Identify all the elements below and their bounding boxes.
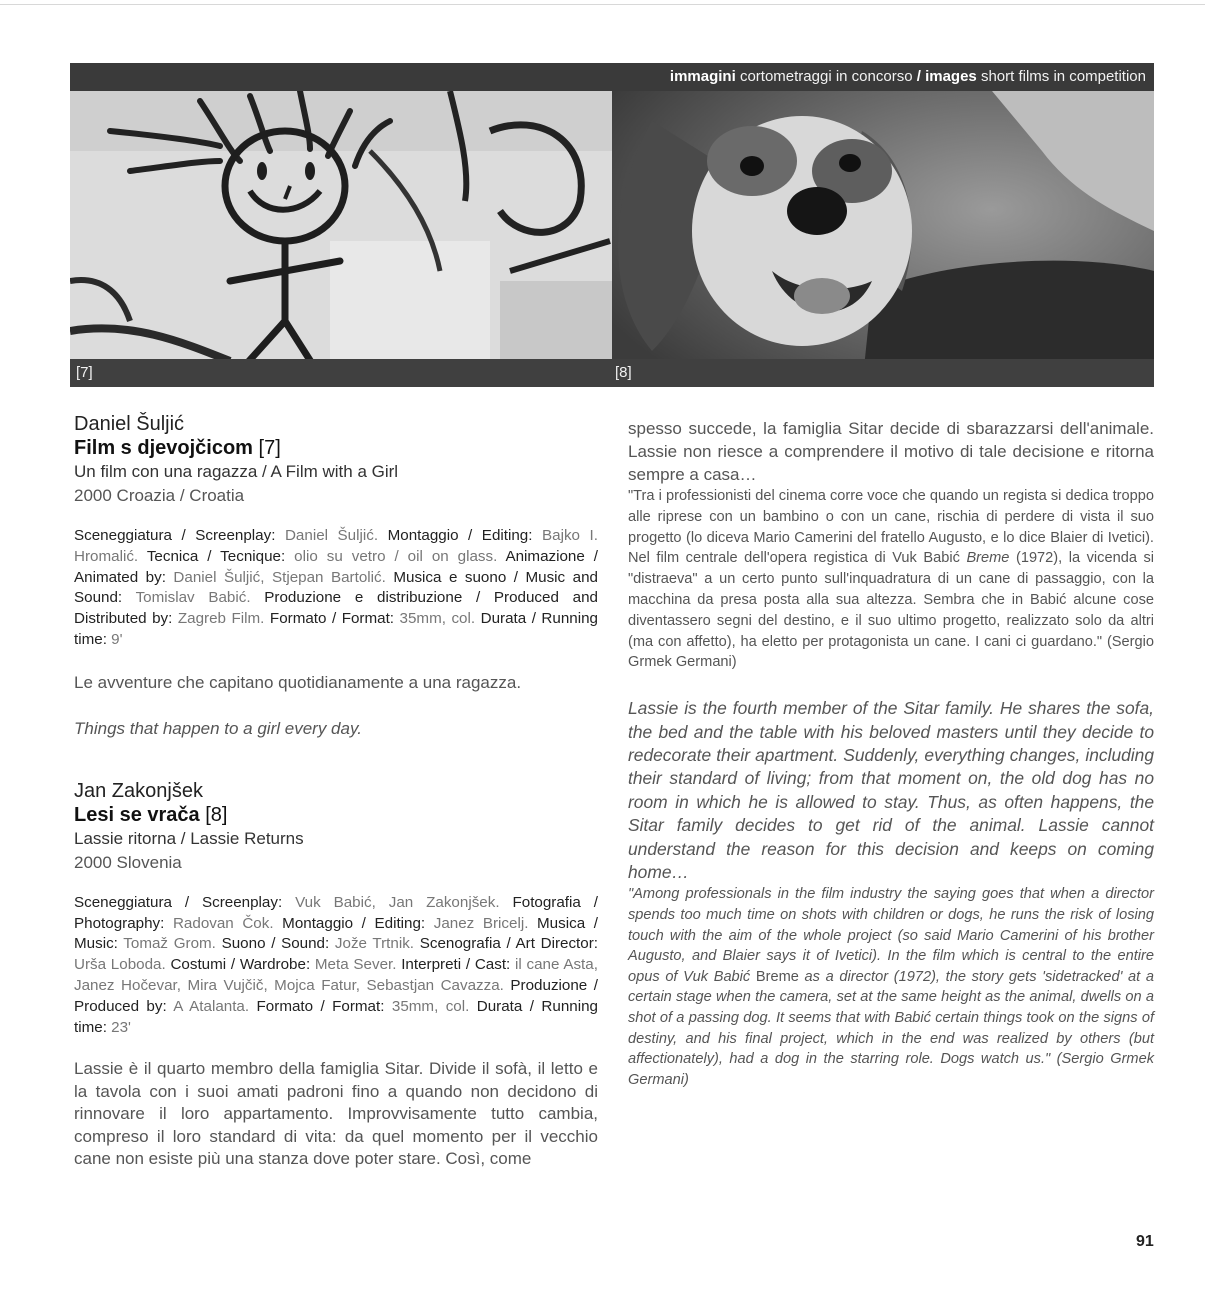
credit-label: Scenografia / Art Director: [419, 935, 598, 953]
banner-separator: / [916, 68, 921, 85]
banner-italian-bold: immagini [669, 68, 736, 85]
film1-director: Daniel Šuljić [74, 413, 185, 435]
film2-quote-italian [628, 486, 1154, 673]
credit-value: il cane Asta, Janez Hočevar, Mira Vujčič, Mojca Fatur, Sebastjan Cavazza. [74, 956, 598, 994]
credit-label: Musica / Music: [74, 914, 598, 953]
credit-value: 9' [111, 630, 123, 648]
quote-text: "Tra i professionisti del cinema corre voce che quando un regista si dedica troppo alle riprese con un bambino o con un cane, rischia di perdere di vista il suo progetto (lo diceva Mario Camerini del fratello Augusto, e lo dice Blaier di Ivetici). Nel film centrale dell'opera registica di Vuk Babić [628, 488, 1154, 567]
credit-label: Suono / Sound: [221, 935, 330, 953]
film-still-7 [70, 91, 612, 387]
film1-credits [74, 526, 598, 651]
film2-year-country: 2000 Slovenia [74, 852, 182, 872]
quote-text: (1972), la vicenda si "distraeva" a un certo punto sull'inquadratura di un cane di passaggio, con la macchina da presa posta alla sua altezza. Sembra che in Babić alcune cose diventassero segni del destino, e il suo ultimo progetto, realizzato solo da altri (ma con affetto), ha eletto per protagonista un cane. I cani ci guardano." (Sergio Grmek Germani) [628, 550, 1155, 671]
credit-label: Produzione e distribuzione / Produced and Distributed by: [74, 589, 598, 628]
credit-label: Produzione / Produced by: [74, 976, 598, 1015]
credit-value: 35mm, col. [391, 997, 470, 1015]
credit-value: Zagreb Film. [177, 610, 265, 628]
section-banner [70, 63, 1154, 91]
film1-year-country: 2000 Croazia / Croatia [74, 486, 245, 505]
film2-alt-title: Lassie ritorna / Lassie Returns [74, 828, 304, 848]
credit-value: olio su vetro / oil on glass. [294, 547, 498, 565]
credit-value: 35mm, col. [399, 610, 476, 628]
film1-synopsis-english: Things that happen to a girl every day. [74, 718, 362, 738]
credit-label: Montaggio / Editing: [282, 914, 426, 932]
credit-label: Formato / Format: [269, 610, 395, 628]
film2-director: Jan Zakonjšek [74, 779, 203, 802]
credit-value: Jože Trtnik. [334, 935, 415, 953]
film1-title-line [74, 436, 598, 460]
credit-label: Formato / Format: [256, 997, 385, 1015]
banner-english: short films in competition [980, 68, 1146, 85]
left-column [74, 412, 598, 1171]
credit-value: Vuk Babić, Jan Zakonjšek. [295, 893, 500, 911]
credit-value: Urša Loboda. [74, 956, 166, 974]
credit-value: Tomislav Babić. [135, 589, 251, 607]
page-top-rule [0, 4, 1205, 5]
credit-value: Bajko I. Hromalić. [74, 527, 598, 565]
credit-value: Meta Sever. [314, 956, 397, 974]
quote-text: "Among professionals in the film industry the saying goes that when a director spends too much time on shots with children or dogs, he runs the risk of losing touch with the aim of the whole project (so said Mario Camerini of his brother Augusto, and Blaier says it of Ivetici). In the film which is central to the entire opus of Vuk Babić [628, 886, 1154, 985]
film1-alt-title: Un film con una ragazza / A Film with a Girl [74, 462, 399, 481]
credit-value: Daniel Šuljić. [284, 527, 379, 544]
quote-text: as a director (1972), the story gets 'sidetracked' at a certain stage when the camera, set at the same height as the animal, dwells on a shot of a passing dog. It seems that with Babić certain things took on the signs of destiny, and his final project, which in the end was realized by others (but affectionately), had a dog in the starring role. Dogs watch us." (Sergio Grmek Germani) [628, 968, 1154, 1088]
film2-title: Lesi se vrača [74, 803, 200, 826]
banner-english-bold: images [925, 68, 977, 85]
credit-label: Musica e suono / Music and Sound: [74, 568, 598, 607]
film2-synopsis-italian-part2: spesso succede, la famiglia Sitar decide di sbarazzarsi dell'animale. Lassie non riesce a comprendere il motivo di tale decisione e ritorna sempre a casa… [628, 419, 1154, 484]
credit-value: Tomaž Grom. [123, 935, 216, 953]
credit-label: Interpreti / Cast: [401, 956, 511, 974]
banner-italian: cortometraggi in concorso [739, 68, 913, 85]
film1-title: Film s djevojčicom [74, 437, 253, 459]
credit-label: Montaggio / Editing: [387, 527, 533, 544]
film2-credits [74, 893, 598, 1039]
film2-title-line [74, 803, 598, 827]
right-column [628, 417, 1154, 1090]
credit-value: Daniel Šuljić, Stjepan Bartolić. [173, 568, 386, 586]
credit-label: Costumi / Wardrobe: [170, 956, 311, 974]
image-caption-7: [7] [70, 359, 612, 387]
credit-label: Durata / Running time: [74, 997, 598, 1036]
credit-label: Durata / Running time: [74, 610, 598, 648]
quote-film-title: Breme [966, 550, 1010, 567]
film1-synopsis-italian: Le avventure che capitano quotidianamente a una ragazza. [74, 672, 522, 692]
credit-value: Janez Bricelj. [433, 914, 529, 932]
credit-label: Sceneggiatura / Screenplay: [74, 527, 276, 544]
credit-label: Sceneggiatura / Screenplay: [74, 893, 283, 911]
credit-value: 23' [111, 1018, 131, 1036]
credit-label: Tecnica / Tecnique: [146, 547, 286, 565]
credit-label: Animazione / Animated by: [74, 547, 599, 586]
credit-value: A Atalanta. [173, 997, 250, 1015]
film2-synopsis-english: Lassie is the fourth member of the Sitar family. He shares the sofa, the bed and the table with his beloved masters until they decide to redecorate their apartment. Suddenly, everything changes, including their standard of living; from that moment on, the old dog has no room in which he is allowed to stay. Thus, as often happens, the Sitar family decides to get rid of the animal. Lassie cannot understand the reason for this decision and keeps on coming home… [628, 698, 1154, 883]
film2-quote-english [628, 884, 1154, 1090]
quote-film-title: Breme [755, 968, 799, 985]
film2-synopsis-italian-part1: Lassie è il quarto membro della famiglia Sitar. Divide il sofà, il letto e la tavola con i suoi amati padroni fino a quando non decidono di rinnovare il loro appartamento. Improvvisamente tutto cambia, compreso il loro standard di vita: da quel momento per il vecchio cane non esiste più una stanza dove poter stare. Così, come [74, 1059, 598, 1169]
credit-label: Fotografia / Photography: [74, 893, 598, 932]
film1-image-ref: [7] [258, 437, 281, 459]
image-caption-8: [8] [612, 359, 1154, 387]
credit-value: Radovan Čok. [172, 914, 274, 932]
film-still-8 [612, 91, 1154, 387]
page-number: 91 [1136, 1233, 1154, 1250]
film2-image-ref: [8] [205, 803, 228, 826]
